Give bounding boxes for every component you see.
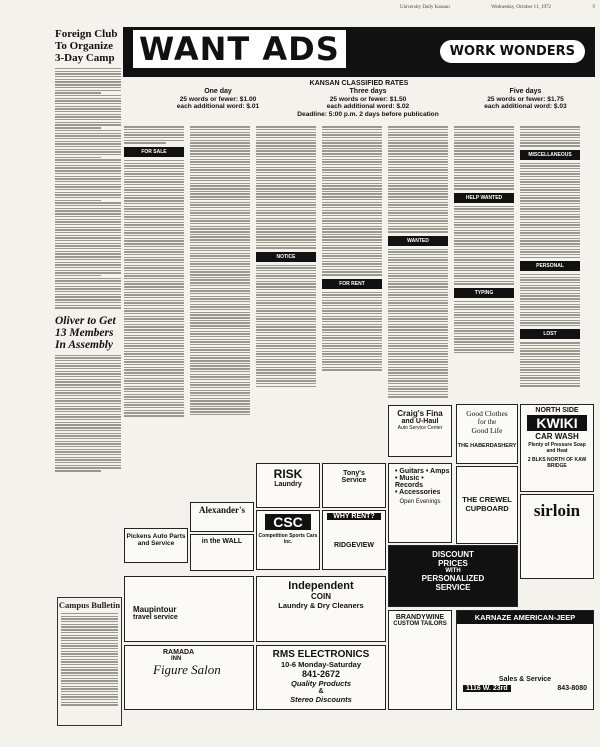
ad-brandywine: BRANDYWINE CUSTOM TAILORS [388, 610, 452, 710]
section-personal: PERSONAL [520, 261, 580, 271]
banner-work-wonders: WORK WONDERS [440, 40, 585, 63]
ad-alexanders: Alexander's [190, 502, 254, 532]
rate-five-days: Five days 25 words or fewer: $1.75 each additional word: $.03 [484, 88, 567, 110]
ad-crewel-cupboard: THE CREWEL CUPBOARD [456, 466, 518, 544]
left-news-column [55, 28, 121, 473]
ad-craigs-fina: Craig's Fina and U-Haul Auto Service Center [388, 405, 452, 457]
campus-bulletin-title: Campus Bulletin [58, 600, 121, 610]
ad-independent-laundry: Independent COIN Laundry & Dry Cleaners [256, 576, 386, 642]
ad-hole-in-the-wall: in the WALL [190, 534, 254, 571]
ad-pickens-auto: Pickens Auto Parts and Service [124, 528, 188, 563]
page-number: 9 [592, 5, 595, 10]
page-header [400, 5, 595, 10]
rates-title: KANSAN CLASSIFIED RATES [309, 80, 409, 87]
ad-ridgeview: WHY RENT? RIDGEVIEW [322, 510, 386, 570]
ad-rms-electronics: RMS ELECTRONICS 10-6 Monday-Saturday 841-2672 Quality Products & Stereo Discounts [256, 645, 386, 710]
article-body-2 [55, 355, 121, 472]
classified-column-1 [124, 125, 184, 418]
section-help-wanted: HELP WANTED [454, 193, 514, 203]
ad-ramada-figure-salon: RAMADA INN Figure Salon [124, 645, 254, 710]
campus-bulletin [57, 597, 122, 726]
classified-column-2 [190, 125, 250, 417]
want-ads-banner [123, 27, 595, 77]
article-body-1 [55, 68, 121, 309]
ad-sirloin: sirloin [520, 494, 594, 579]
ad-risk-laundry: RISK Laundry [256, 463, 320, 508]
section-for-sale: FOR SALE [124, 147, 184, 157]
ad-tonys-service: Tony's Service [322, 463, 386, 508]
ad-csc-sports-cars: CSC Competition Sports Cars Inc. [256, 510, 320, 570]
classified-column-7 [520, 125, 580, 388]
ad-haberdashery: Good Clothes for the Good Life THE HABERDASHERY [456, 404, 518, 464]
issue-date: Wednesday, October 11, 1972 [491, 5, 551, 10]
classified-column-3 [256, 125, 316, 388]
classified-column-4 [322, 125, 382, 372]
section-miscellaneous: MISCELLANEOUS [520, 150, 580, 160]
banner-want-ads: WANT ADS [133, 30, 346, 68]
section-for-rent: FOR RENT [322, 279, 382, 289]
classified-column-5 [388, 125, 448, 399]
rate-one-day: One day 25 words or fewer: $1.00 each additional word: $.01 [176, 88, 260, 110]
headline-foreign-club: Foreign Club To Organize 3-Day Camp [55, 28, 118, 64]
section-notice: NOTICE [256, 252, 316, 262]
ad-karnaze-jeep: KARNAZE AMERICAN-JEEP Sales & Service 1116 W. 23rd 843-8080 [456, 610, 594, 710]
section-lost: LOST [520, 329, 580, 339]
ad-guitars-music: • Guitars • Amps • Music • Records • Accessories Open Evenings [388, 463, 452, 543]
ad-discount-prices: DISCOUNT PRICES WITH PERSONALIZED SERVICE [388, 545, 518, 607]
rate-three-days: Three days 25 words or fewer: $1.50 each additional word: $.02 Deadline: 5:00 p.m. 2 days before publication [297, 88, 439, 118]
headline-oliver: Oliver to Get 13 Members In Assembly [55, 314, 116, 351]
ad-kwiki-car-wash: NORTH SIDE KWIKI CAR WASH Plenty of Pressure Soap and Heat 2 BLKS NORTH OF KAW BRIDGE [520, 404, 594, 492]
section-typing: TYPING [454, 288, 514, 298]
classified-column-6 [454, 125, 514, 355]
ad-maupintour: Maupintour travel service [124, 576, 254, 642]
paper-name: University Daily Kansan [400, 5, 450, 10]
classified-rates [123, 80, 595, 120]
section-wanted: WANTED [388, 236, 448, 246]
